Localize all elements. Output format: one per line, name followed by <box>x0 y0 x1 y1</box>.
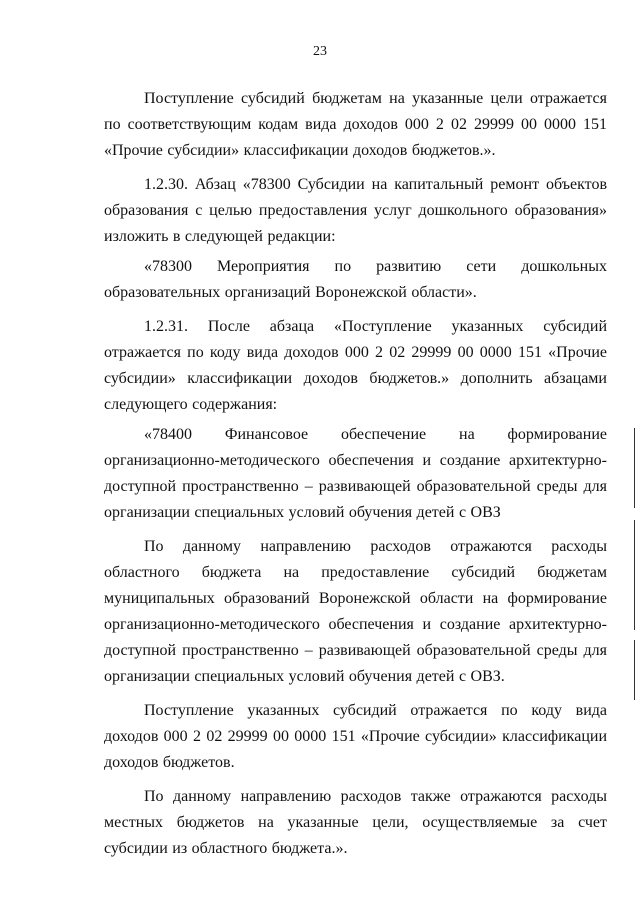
scan-edge-line <box>634 640 635 700</box>
paragraph-code-78400: «78400 Финансовое обеспечение на формирование организационно-методического обеспечения и создание архитектурно-доступной пространственно – развивающей образовательной среды для организации специальных условий обучения детей с ОВЗ <box>104 426 607 521</box>
paragraph-receipt-code: Поступление указанных субсидий отражается по коду вида доходов 000 2 02 29999 00 0000 151 «Прочие субсидии» классификации доходов бюджетов. <box>104 702 607 771</box>
document-body <box>104 86 607 870</box>
paragraph-item-1-2-31: 1.2.31. После абзаца «Поступление указанных субсидий отражается по коду вида доходов 000 2 02 29999 00 0000 151 «Прочие субсидии» классификации доходов бюджетов.» дополнить абзацами следующего содержания: <box>104 318 607 413</box>
page-number: 23 <box>313 44 327 59</box>
paragraph-expense-direction: По данному направлению расходов отражаются расходы областного бюджета на предоставление субсидий бюджетам муниципальных образований Воронежской области на формирование организационно-методического обеспечения и создание архитектурно-доступной пространственно – развивающей образовательной среды для организации специальных условий обучения детей с ОВЗ. <box>104 538 607 685</box>
paragraph-new-wording-78300: «78300 Мероприятия по развитию сети дошкольных образовательных организаций Воронежской области». <box>104 258 607 301</box>
paragraph-local-budgets: По данному направлению расходов также отражаются расходы местных бюджетов на указанные цели, осуществляемые за счет субсидии из областного бюджета.». <box>104 788 607 857</box>
paragraph-item-1-2-30: 1.2.30. Абзац «78300 Субсидии на капитальный ремонт объектов образования с целью предоставления услуг дошкольного образования» изложить в следующей редакции: <box>104 176 607 245</box>
paragraph-subsidy-receipt: Поступление субсидий бюджетам на указанные цели отражается по соответствующим кодам вида доходов 000 2 02 29999 00 0000 151 «Прочие субсидии» классификации доходов бюджетов.». <box>104 90 607 159</box>
scan-edge-line <box>634 428 635 508</box>
scan-edge-line <box>634 520 635 630</box>
